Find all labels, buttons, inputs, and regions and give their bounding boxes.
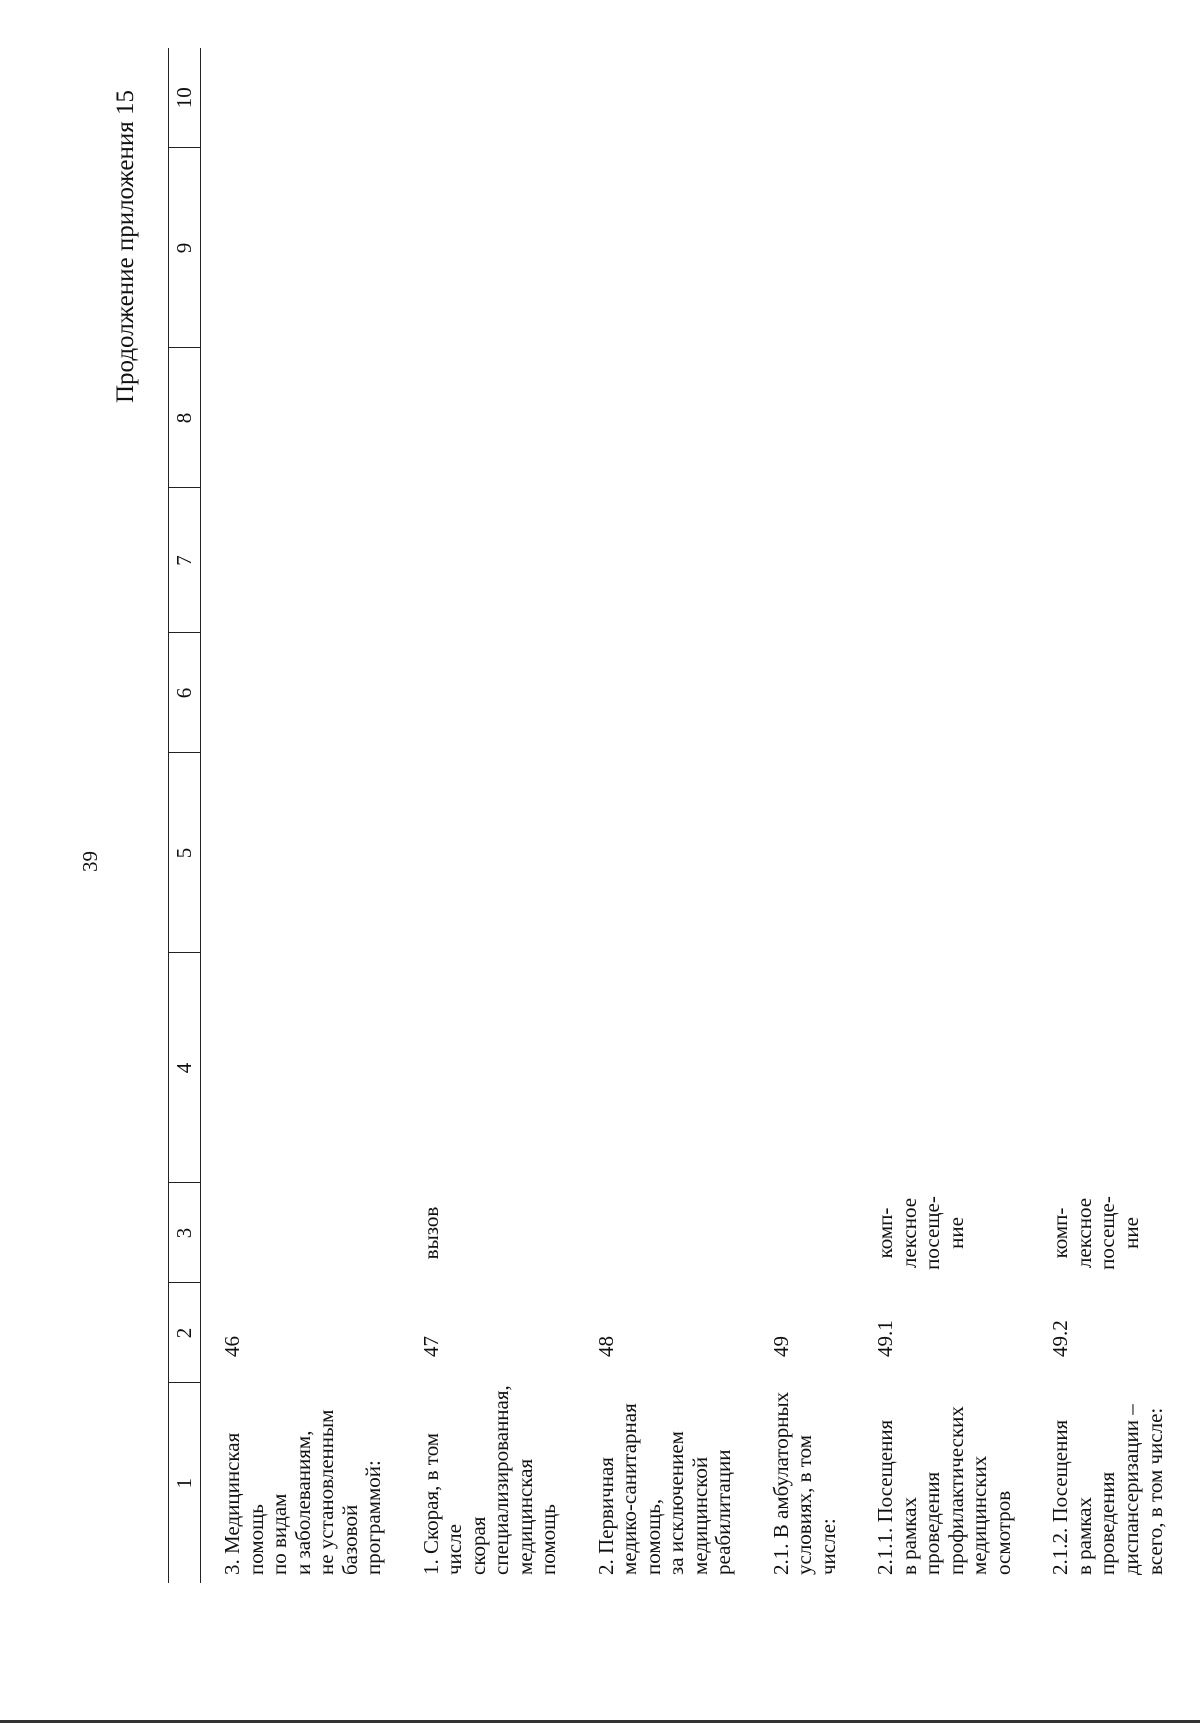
unit-line: лексное [1071, 1197, 1096, 1269]
empty-cell [400, 953, 575, 1183]
empty-cell [575, 488, 750, 633]
unit-line: ние [1118, 1217, 1143, 1249]
unit-cell [575, 1183, 750, 1283]
table-row [575, 48, 750, 1583]
empty-cell [400, 348, 575, 488]
data-table [168, 48, 1181, 1583]
header-row [169, 48, 201, 1583]
row-name-line: всего, в том числе: [1142, 1407, 1167, 1575]
unit-cell [750, 1183, 855, 1283]
row-name-cell [854, 1383, 1029, 1583]
empty-cell [1029, 633, 1181, 753]
header-cell: 4 [169, 953, 201, 1183]
unit-cell [201, 1183, 400, 1283]
empty-cell [854, 753, 1029, 953]
empty-cell [1029, 48, 1181, 148]
header-cell: 7 [169, 488, 201, 633]
row-name-line: профилактических [943, 1406, 968, 1575]
unit-line: комп- [1048, 1207, 1073, 1259]
row-name-line: реабилитации [711, 1449, 736, 1575]
table-row [854, 48, 1029, 1583]
page-number: 39 [78, 851, 102, 872]
row-name-line: 2.1.1. Посещения [873, 1419, 898, 1575]
unit-cell [1029, 1183, 1181, 1283]
empty-cell [575, 753, 750, 953]
row-name-cell [400, 1383, 575, 1583]
empty-cell [750, 488, 855, 633]
unit-line: ние [943, 1217, 968, 1249]
header-cell: 9 [169, 148, 201, 348]
empty-cell [575, 348, 750, 488]
empty-cell [750, 148, 855, 348]
row-name-line: не установленным [314, 1409, 339, 1575]
empty-cell [201, 48, 400, 148]
row-name-line: помощь, [640, 1498, 665, 1575]
empty-cell [400, 488, 575, 633]
header-cell: 2 [169, 1283, 201, 1383]
row-name-line: за исключением [664, 1431, 689, 1575]
row-number-cell: 47 [418, 1336, 443, 1357]
unit-line: комп- [873, 1207, 898, 1259]
header-cell: 1 [169, 1383, 201, 1583]
empty-cell [750, 633, 855, 753]
empty-cell [400, 753, 575, 953]
unit-cell [854, 1183, 1029, 1283]
empty-cell [400, 633, 575, 753]
header-cell: 6 [169, 633, 201, 753]
empty-cell [201, 148, 400, 348]
header-cell: 8 [169, 348, 201, 488]
row-name-line: медицинской [687, 1456, 712, 1575]
header-cell: 10 [169, 48, 201, 148]
row-name-line: медико-санитарная [617, 1403, 642, 1575]
row-name-line: базовой программой: [337, 1460, 386, 1575]
row-name-line: 2.1.2. Посещения [1048, 1419, 1073, 1575]
header-cell: 3 [169, 1183, 201, 1283]
table-row [201, 48, 400, 1583]
unit-line: лексное [896, 1197, 921, 1269]
empty-cell [1029, 753, 1181, 953]
row-name-line: 1. Скорая, в том числе [418, 1432, 467, 1575]
empty-cell [201, 633, 400, 753]
row-name-line: 3. Медицинская помощь [220, 1432, 268, 1575]
empty-cell [750, 953, 855, 1183]
row-name-cell [575, 1383, 750, 1583]
row-name-line: диспансеризации – [1118, 1404, 1143, 1575]
row-name-line: специализированная, [489, 1385, 514, 1575]
empty-cell [854, 953, 1029, 1183]
empty-cell [854, 488, 1029, 633]
row-number-cell: 48 [593, 1336, 618, 1357]
unit-line: посеще- [920, 1196, 945, 1270]
row-name-line: в рамках проведения [1071, 1471, 1120, 1575]
empty-cell [201, 348, 400, 488]
row-name-line: медицинская помощь [512, 1458, 561, 1575]
row-name-line: 2. Первичная [593, 1457, 618, 1575]
unit-line: вызов [418, 1206, 443, 1260]
row-number-cell: 49 [768, 1336, 793, 1357]
row-name-line: скорая [465, 1516, 490, 1575]
row-name-line: 2.1. В амбулаторных [768, 1391, 793, 1575]
unit-line: посеще- [1095, 1196, 1120, 1270]
row-name-line: условиях, в том числе: [792, 1434, 840, 1575]
empty-cell [1029, 953, 1181, 1183]
row-name-line: медицинских осмотров [967, 1455, 1015, 1575]
empty-cell [854, 348, 1029, 488]
row-name-cell [201, 1383, 400, 1583]
table-row [400, 48, 575, 1583]
row-name-cell [1029, 1383, 1181, 1583]
row-number-cell: 46 [220, 1336, 244, 1357]
empty-cell [750, 348, 855, 488]
row-number-cell: 49.2 [1048, 1320, 1073, 1357]
empty-cell [854, 633, 1029, 753]
empty-cell [750, 48, 855, 148]
empty-cell [1029, 348, 1181, 488]
empty-cell [854, 148, 1029, 348]
table-row [1029, 48, 1181, 1583]
row-number-cell: 49.1 [873, 1320, 898, 1357]
unit-cell [400, 1183, 575, 1283]
empty-cell [1029, 148, 1181, 348]
empty-cell [400, 48, 575, 148]
empty-cell [575, 48, 750, 148]
empty-cell [1029, 488, 1181, 633]
empty-cell [575, 633, 750, 753]
empty-cell [201, 953, 400, 1183]
header-cell: 5 [169, 753, 201, 953]
row-name-line: и заболеваниям, [290, 1430, 315, 1575]
table-row [750, 48, 855, 1583]
empty-cell [400, 148, 575, 348]
empty-cell [575, 953, 750, 1183]
row-name-line: в рамках проведения [896, 1471, 945, 1575]
empty-cell [575, 148, 750, 348]
empty-cell [854, 48, 1029, 148]
continuation-label: Продолжение приложения 15 [112, 90, 139, 404]
empty-cell [201, 753, 400, 953]
table-body [201, 48, 1182, 1583]
empty-cell [201, 488, 400, 633]
row-name-cell [750, 1383, 855, 1583]
row-name-line: по видам [267, 1493, 292, 1575]
empty-cell [750, 753, 855, 953]
